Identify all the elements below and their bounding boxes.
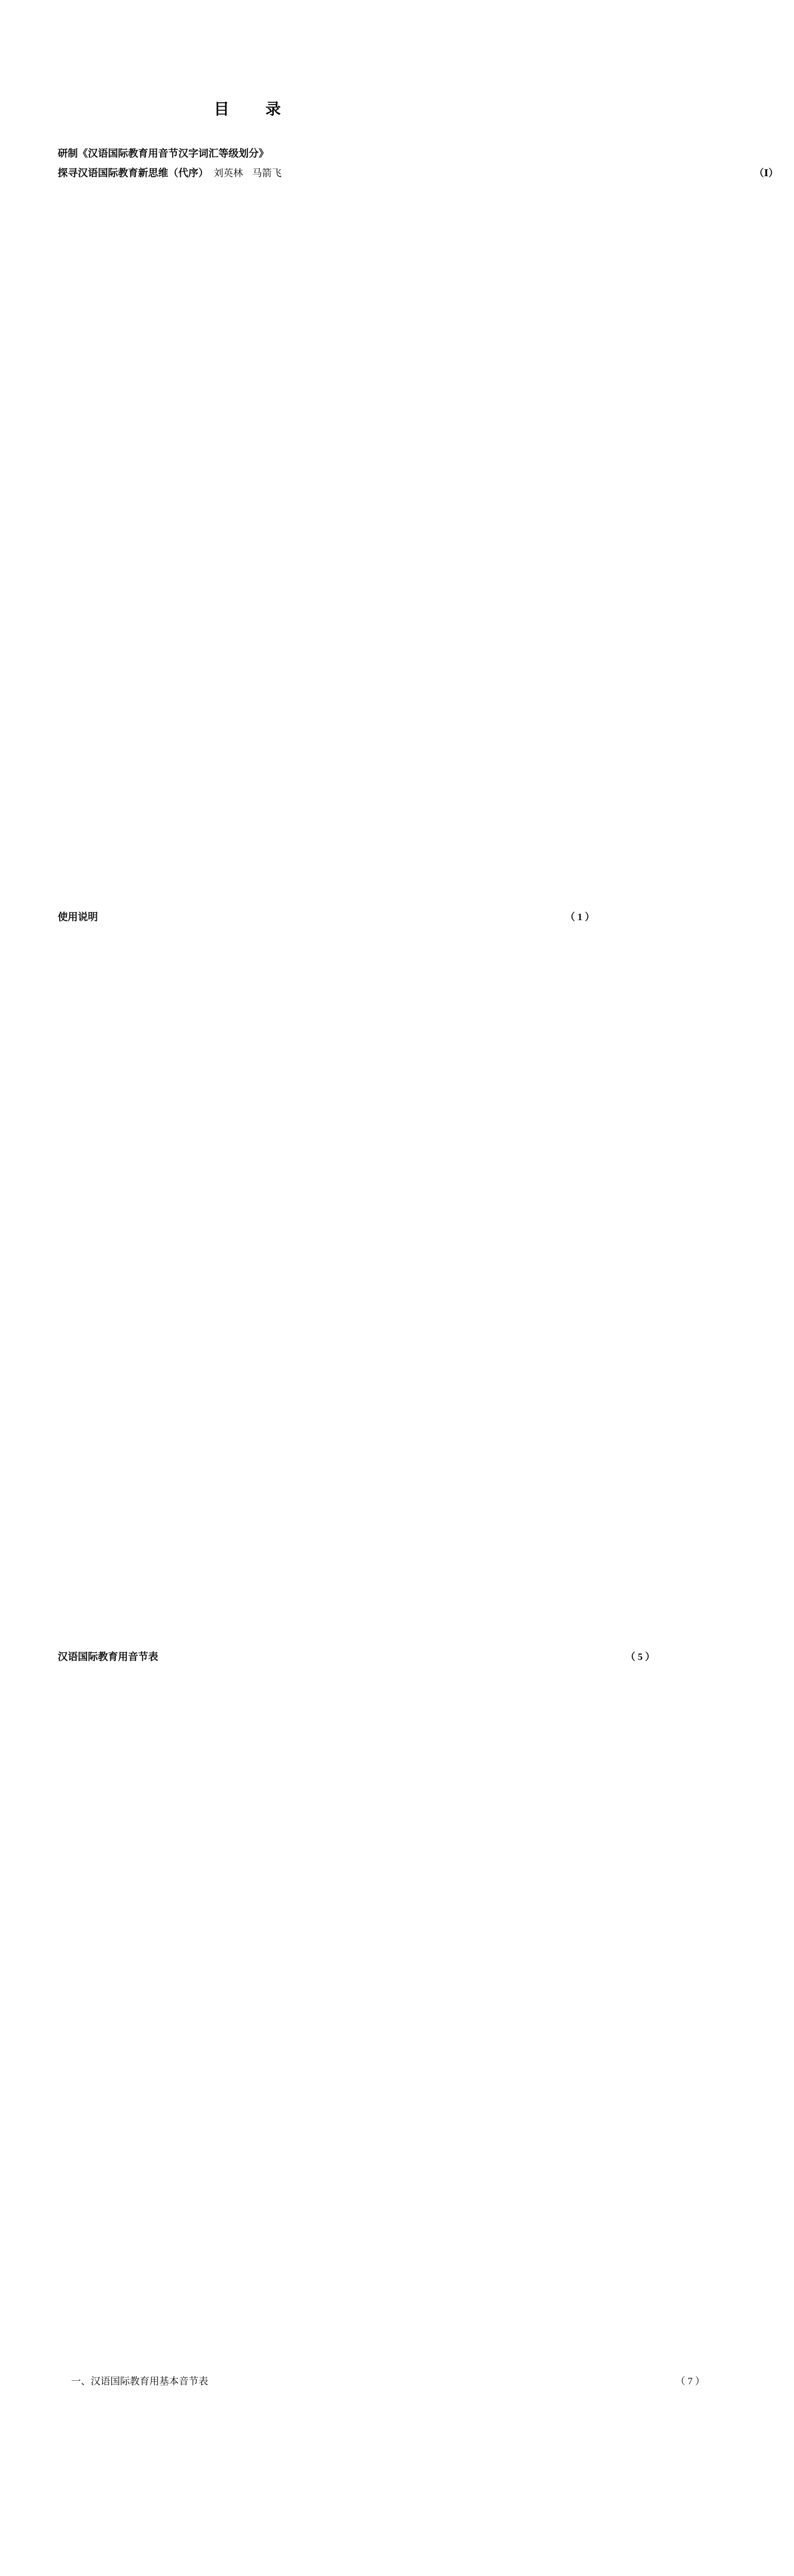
toc-entry-label: 一、汉语国际教育用基本音节表 bbox=[71, 2376, 209, 2387]
toc-entry[interactable] bbox=[58, 910, 595, 1634]
toc-entry-label: 使用说明 bbox=[58, 912, 98, 923]
preface-author-1: 刘英林 bbox=[213, 168, 243, 179]
toc-entry[interactable] bbox=[58, 2374, 705, 2576]
preface-authors bbox=[211, 166, 284, 181]
preface-page-number: （Ⅰ） bbox=[754, 168, 779, 179]
spacer bbox=[58, 142, 459, 146]
toc-entry-label: 汉语国际教育用音节表 bbox=[58, 1652, 159, 1663]
spacer bbox=[58, 162, 459, 166]
toc-entry[interactable] bbox=[58, 1650, 655, 2374]
preface-title-line1: 研制《汉语国际教育用音节汉字词汇等级划分》 bbox=[58, 148, 269, 159]
toc-entries bbox=[58, 890, 705, 2576]
toc-entry-page-number: （ 5 ） bbox=[626, 1652, 655, 1663]
toc-list bbox=[0, 142, 779, 2576]
preface-author-2: 马箭飞 bbox=[252, 168, 282, 179]
page-title: 目 录 bbox=[214, 101, 291, 118]
preface-entry[interactable] bbox=[58, 166, 779, 890]
spacer bbox=[58, 1634, 459, 1650]
toc-entry-page-number: （ 7 ） bbox=[675, 2376, 705, 2387]
toc-entry-page-number: （ 1 ） bbox=[565, 912, 595, 923]
spacer bbox=[58, 890, 459, 910]
preface-entry-label: 探寻汉语国际教育新思维（代序） bbox=[58, 168, 209, 179]
